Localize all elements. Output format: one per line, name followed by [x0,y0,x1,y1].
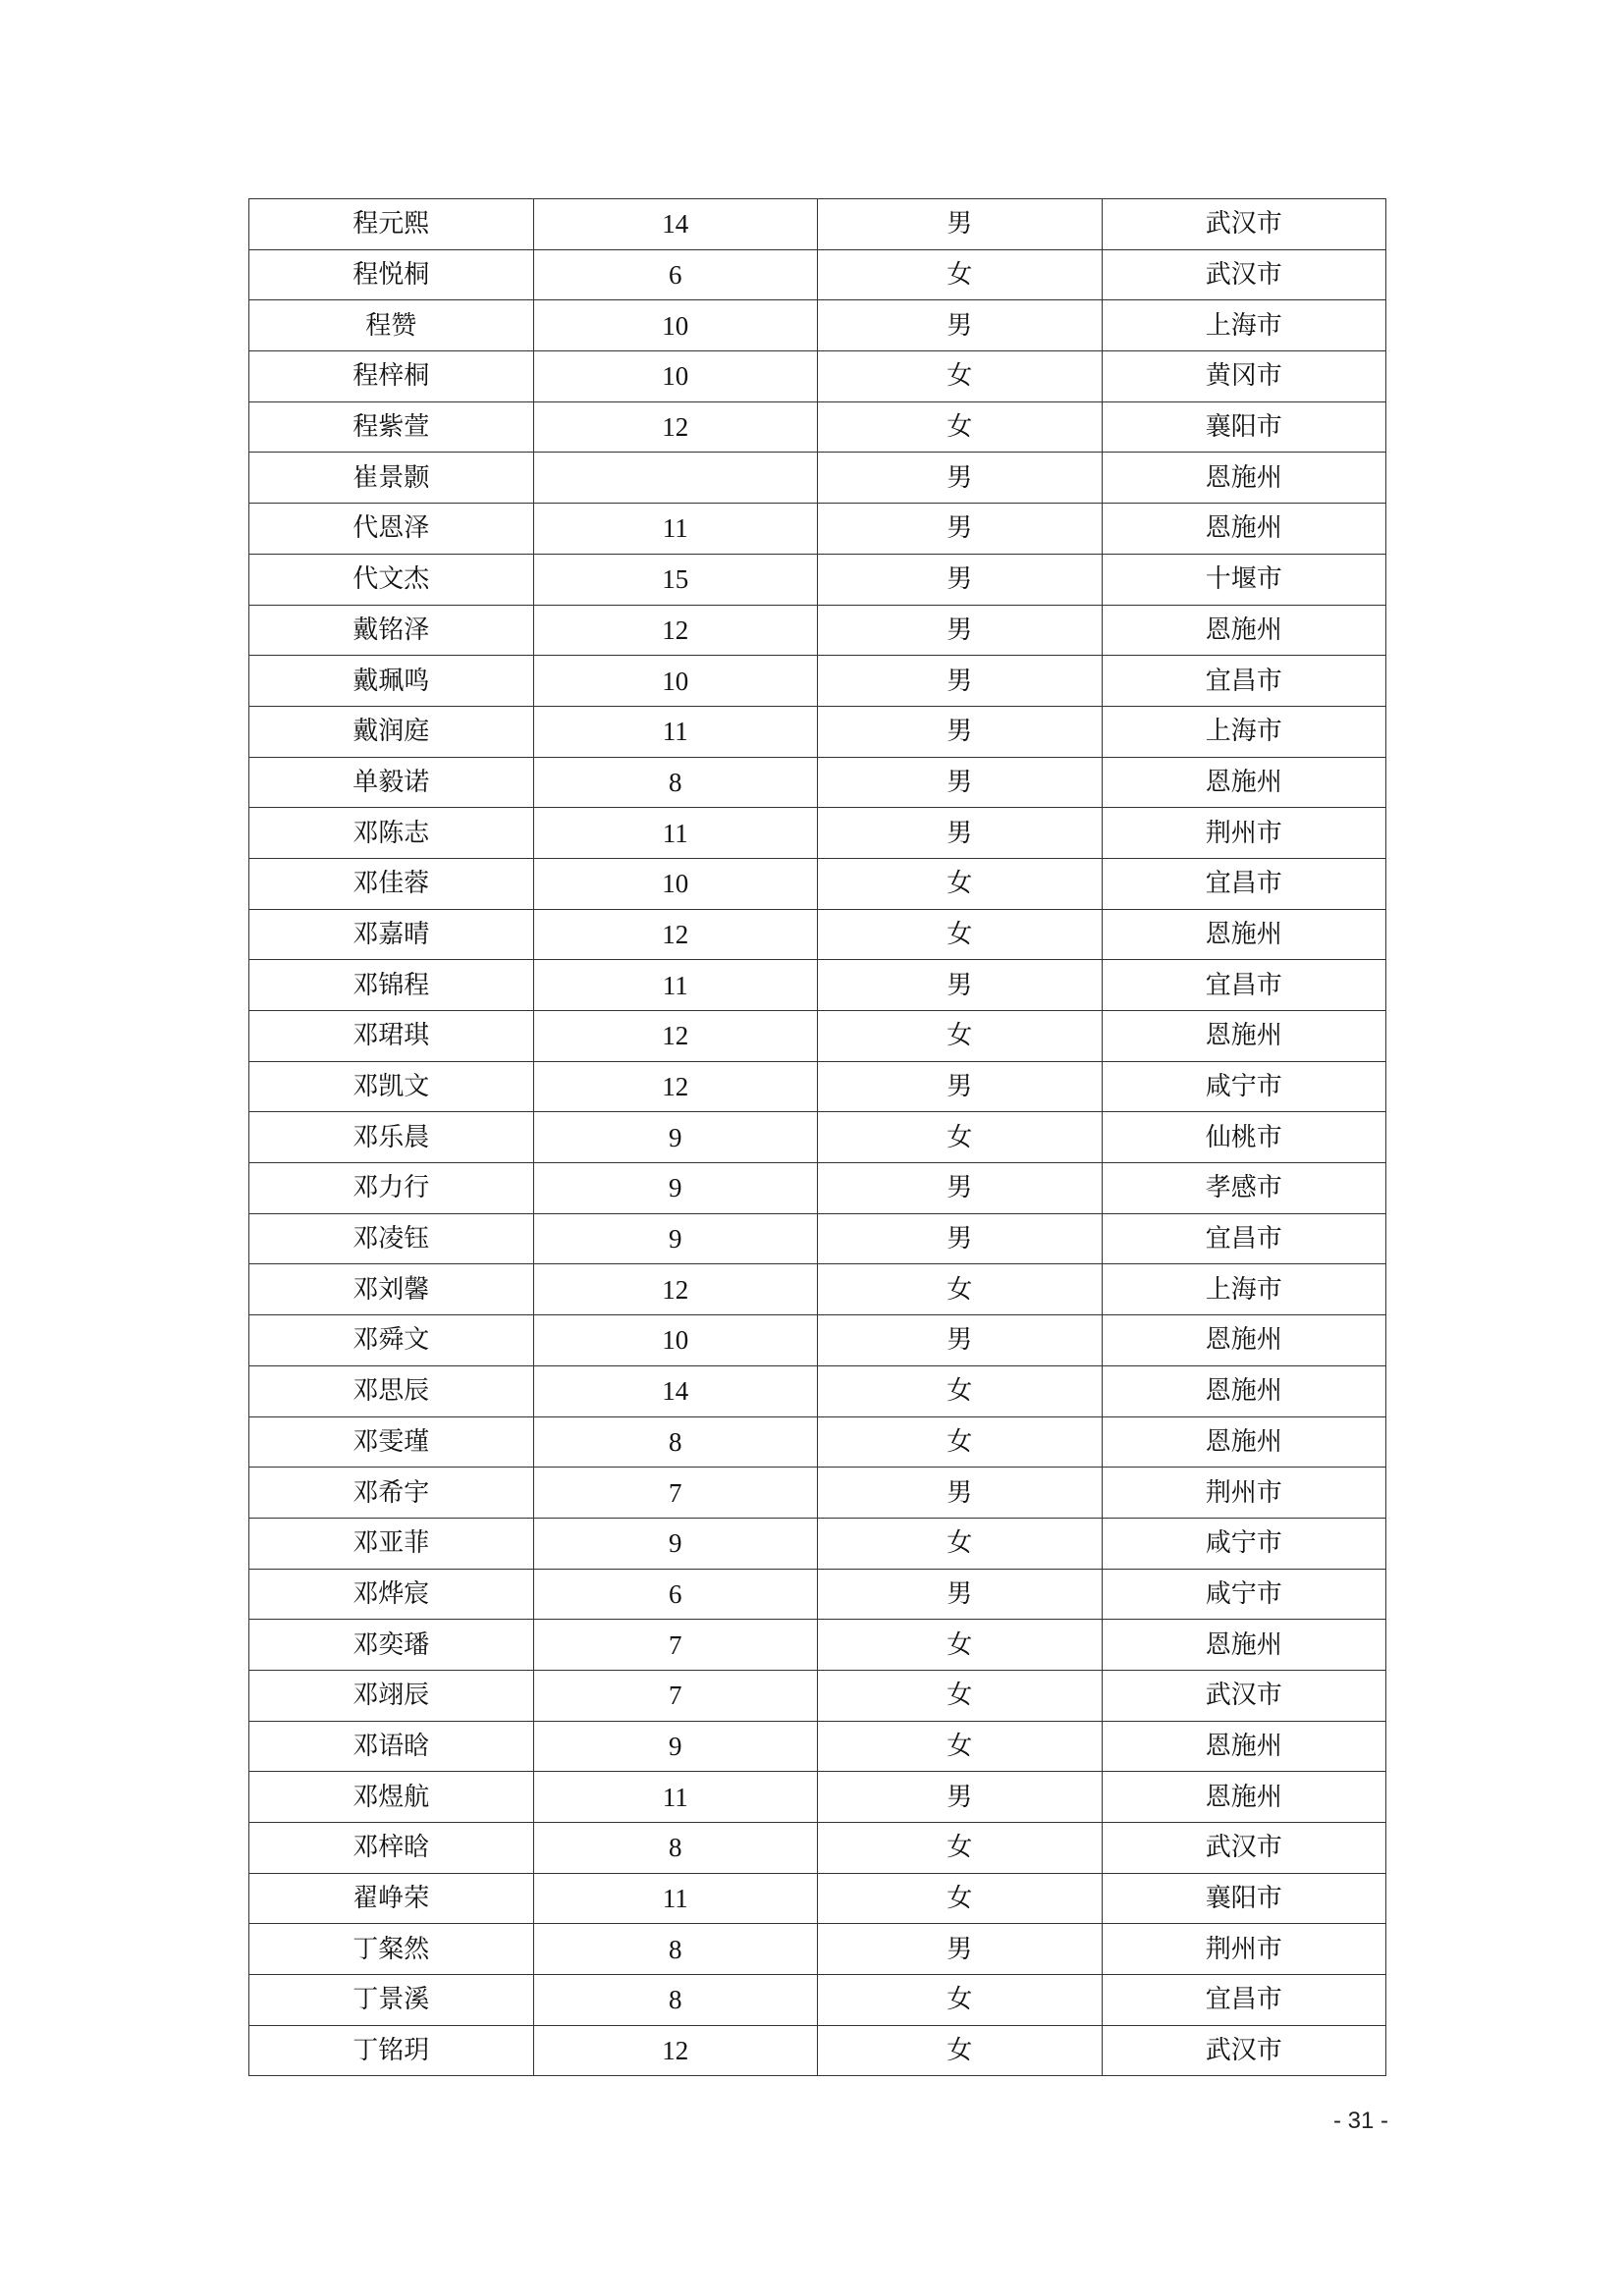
cell-location: 咸宁市 [1102,1518,1386,1569]
cell-age: 12 [533,1264,818,1315]
cell-location: 恩施州 [1102,1620,1386,1671]
cell-gender: 女 [818,1365,1103,1416]
cell-gender: 男 [818,1772,1103,1823]
cell-gender: 女 [818,1416,1103,1468]
cell-age: 14 [533,199,818,250]
cell-location: 恩施州 [1102,1721,1386,1772]
cell-gender: 男 [818,504,1103,555]
table-row [249,1823,1386,1874]
cell-location: 十堰市 [1102,554,1386,605]
table-row [249,1721,1386,1772]
cell-location: 上海市 [1102,1264,1386,1315]
cell-name: 邓煜航 [249,1772,534,1823]
page-number: - 31 - [1332,2108,1388,2134]
cell-name: 邓佳蓉 [249,858,534,909]
table-row [249,1569,1386,1620]
cell-age: 11 [533,706,818,757]
cell-location: 武汉市 [1102,2025,1386,2076]
cell-name: 邓烨宸 [249,1569,534,1620]
cell-name: 程元熙 [249,199,534,250]
cell-location: 上海市 [1102,300,1386,351]
cell-age: 9 [533,1721,818,1772]
cell-name: 翟峥荣 [249,1873,534,1924]
cell-name: 程悦桐 [249,249,534,300]
table-row [249,757,1386,808]
cell-gender: 男 [818,554,1103,605]
cell-gender: 女 [818,1620,1103,1671]
cell-name: 邓舜文 [249,1315,534,1366]
cell-name: 邓亚菲 [249,1518,534,1569]
cell-name: 邓翊辰 [249,1670,534,1721]
cell-gender: 男 [818,453,1103,504]
cell-name: 丁铭玥 [249,2025,534,2076]
table-row [249,1213,1386,1264]
cell-gender: 男 [818,605,1103,656]
cell-age: 10 [533,858,818,909]
cell-age: 10 [533,1315,818,1366]
table-row [249,2025,1386,2076]
cell-age: 8 [533,1924,818,1975]
cell-age: 11 [533,1772,818,1823]
cell-name: 邓思辰 [249,1365,534,1416]
cell-gender: 女 [818,1112,1103,1163]
table-row [249,1315,1386,1366]
cell-gender: 女 [818,249,1103,300]
cell-location: 恩施州 [1102,757,1386,808]
cell-age: 8 [533,1975,818,2026]
table-row [249,1873,1386,1924]
cell-location: 恩施州 [1102,1365,1386,1416]
cell-age: 10 [533,656,818,707]
cell-gender: 男 [818,300,1103,351]
table-row [249,351,1386,402]
cell-name: 邓希宇 [249,1468,534,1519]
table-row [249,656,1386,707]
cell-gender: 男 [818,706,1103,757]
cell-name: 代恩泽 [249,504,534,555]
cell-name: 邓力行 [249,1163,534,1214]
cell-gender: 男 [818,656,1103,707]
cell-location: 宜昌市 [1102,1213,1386,1264]
table-row [249,1468,1386,1519]
cell-age: 8 [533,1823,818,1874]
table-row [249,808,1386,859]
table-row [249,1620,1386,1671]
table-row [249,1061,1386,1112]
cell-name: 崔景颢 [249,453,534,504]
cell-location: 宜昌市 [1102,656,1386,707]
cell-location: 武汉市 [1102,249,1386,300]
cell-name: 邓梓晗 [249,1823,534,1874]
cell-age: 9 [533,1213,818,1264]
roster-table-body [249,199,1386,2076]
table-row [249,1975,1386,2026]
cell-name: 单毅诺 [249,757,534,808]
cell-age: 7 [533,1620,818,1671]
cell-gender: 男 [818,1213,1103,1264]
cell-name: 邓刘馨 [249,1264,534,1315]
cell-location: 恩施州 [1102,1416,1386,1468]
cell-location: 黄冈市 [1102,351,1386,402]
cell-age: 8 [533,1416,818,1468]
table-row [249,453,1386,504]
table-row [249,605,1386,656]
cell-age: 11 [533,808,818,859]
cell-age: 6 [533,1569,818,1620]
cell-gender: 女 [818,2025,1103,2076]
cell-name: 丁景溪 [249,1975,534,2026]
table-row [249,300,1386,351]
cell-name: 邓乐晨 [249,1112,534,1163]
cell-name: 邓凯文 [249,1061,534,1112]
cell-age: 15 [533,554,818,605]
cell-name: 邓陈志 [249,808,534,859]
cell-name: 邓锦程 [249,960,534,1011]
cell-location: 恩施州 [1102,909,1386,960]
table-row [249,1416,1386,1468]
cell-gender: 女 [818,909,1103,960]
cell-gender: 女 [818,1975,1103,2026]
cell-location: 孝感市 [1102,1163,1386,1214]
cell-gender: 女 [818,401,1103,453]
cell-gender: 女 [818,351,1103,402]
table-row [249,858,1386,909]
cell-gender: 男 [818,960,1103,1011]
cell-age: 7 [533,1468,818,1519]
cell-gender: 男 [818,1163,1103,1214]
table-row [249,1772,1386,1823]
cell-age: 6 [533,249,818,300]
table-row [249,960,1386,1011]
cell-age: 12 [533,1011,818,1062]
cell-gender: 女 [818,1264,1103,1315]
cell-location: 恩施州 [1102,605,1386,656]
cell-gender: 男 [818,1061,1103,1112]
cell-age: 10 [533,300,818,351]
cell-gender: 男 [818,1315,1103,1366]
table-row [249,1011,1386,1062]
table-row [249,554,1386,605]
table-row [249,1163,1386,1214]
cell-location: 荆州市 [1102,1468,1386,1519]
cell-name: 邓珺琪 [249,1011,534,1062]
cell-age: 7 [533,1670,818,1721]
cell-gender: 男 [818,1924,1103,1975]
cell-gender: 女 [818,1670,1103,1721]
cell-location: 恩施州 [1102,453,1386,504]
cell-age: 9 [533,1163,818,1214]
cell-location: 恩施州 [1102,1315,1386,1366]
cell-location: 恩施州 [1102,1011,1386,1062]
cell-age: 12 [533,605,818,656]
table-row [249,401,1386,453]
cell-gender: 男 [818,1468,1103,1519]
cell-location: 宜昌市 [1102,858,1386,909]
cell-location: 荆州市 [1102,1924,1386,1975]
table-row [249,1112,1386,1163]
cell-location: 仙桃市 [1102,1112,1386,1163]
table-row [249,1518,1386,1569]
cell-name: 戴润庭 [249,706,534,757]
cell-name: 邓语晗 [249,1721,534,1772]
table-row [249,504,1386,555]
cell-name: 戴铭泽 [249,605,534,656]
cell-gender: 女 [818,1721,1103,1772]
cell-age: 12 [533,909,818,960]
cell-location: 武汉市 [1102,199,1386,250]
cell-location: 恩施州 [1102,1772,1386,1823]
cell-location: 上海市 [1102,706,1386,757]
cell-gender: 女 [818,858,1103,909]
cell-name: 程梓桐 [249,351,534,402]
cell-gender: 女 [818,1518,1103,1569]
cell-name: 戴珮鸣 [249,656,534,707]
cell-gender: 男 [818,757,1103,808]
cell-age: 10 [533,351,818,402]
cell-age: 11 [533,504,818,555]
cell-name: 邓奕璠 [249,1620,534,1671]
cell-location: 宜昌市 [1102,960,1386,1011]
cell-age: 9 [533,1518,818,1569]
cell-age: 11 [533,1873,818,1924]
cell-age: 11 [533,960,818,1011]
table-row [249,1670,1386,1721]
cell-name: 程赞 [249,300,534,351]
cell-age: 12 [533,1061,818,1112]
roster-table [248,198,1386,2076]
cell-location: 咸宁市 [1102,1569,1386,1620]
cell-location: 襄阳市 [1102,1873,1386,1924]
table-row [249,706,1386,757]
cell-age: 12 [533,401,818,453]
cell-age: 14 [533,1365,818,1416]
cell-name: 代文杰 [249,554,534,605]
cell-location: 武汉市 [1102,1670,1386,1721]
cell-location: 襄阳市 [1102,401,1386,453]
table-row [249,1365,1386,1416]
cell-gender: 女 [818,1823,1103,1874]
cell-gender: 女 [818,1873,1103,1924]
table-row [249,909,1386,960]
cell-name: 邓雯瑾 [249,1416,534,1468]
table-row [249,199,1386,250]
cell-name: 邓嘉晴 [249,909,534,960]
cell-location: 武汉市 [1102,1823,1386,1874]
table-row [249,1924,1386,1975]
cell-age [533,453,818,504]
cell-location: 恩施州 [1102,504,1386,555]
cell-location: 咸宁市 [1102,1061,1386,1112]
cell-name: 邓凌钰 [249,1213,534,1264]
table-row [249,249,1386,300]
cell-name: 程紫萱 [249,401,534,453]
cell-location: 宜昌市 [1102,1975,1386,2026]
cell-gender: 男 [818,808,1103,859]
table-row [249,1264,1386,1315]
cell-gender: 女 [818,1011,1103,1062]
cell-age: 8 [533,757,818,808]
cell-gender: 男 [818,199,1103,250]
cell-location: 荆州市 [1102,808,1386,859]
cell-age: 12 [533,2025,818,2076]
cell-name: 丁粲然 [249,1924,534,1975]
cell-age: 9 [533,1112,818,1163]
cell-gender: 男 [818,1569,1103,1620]
